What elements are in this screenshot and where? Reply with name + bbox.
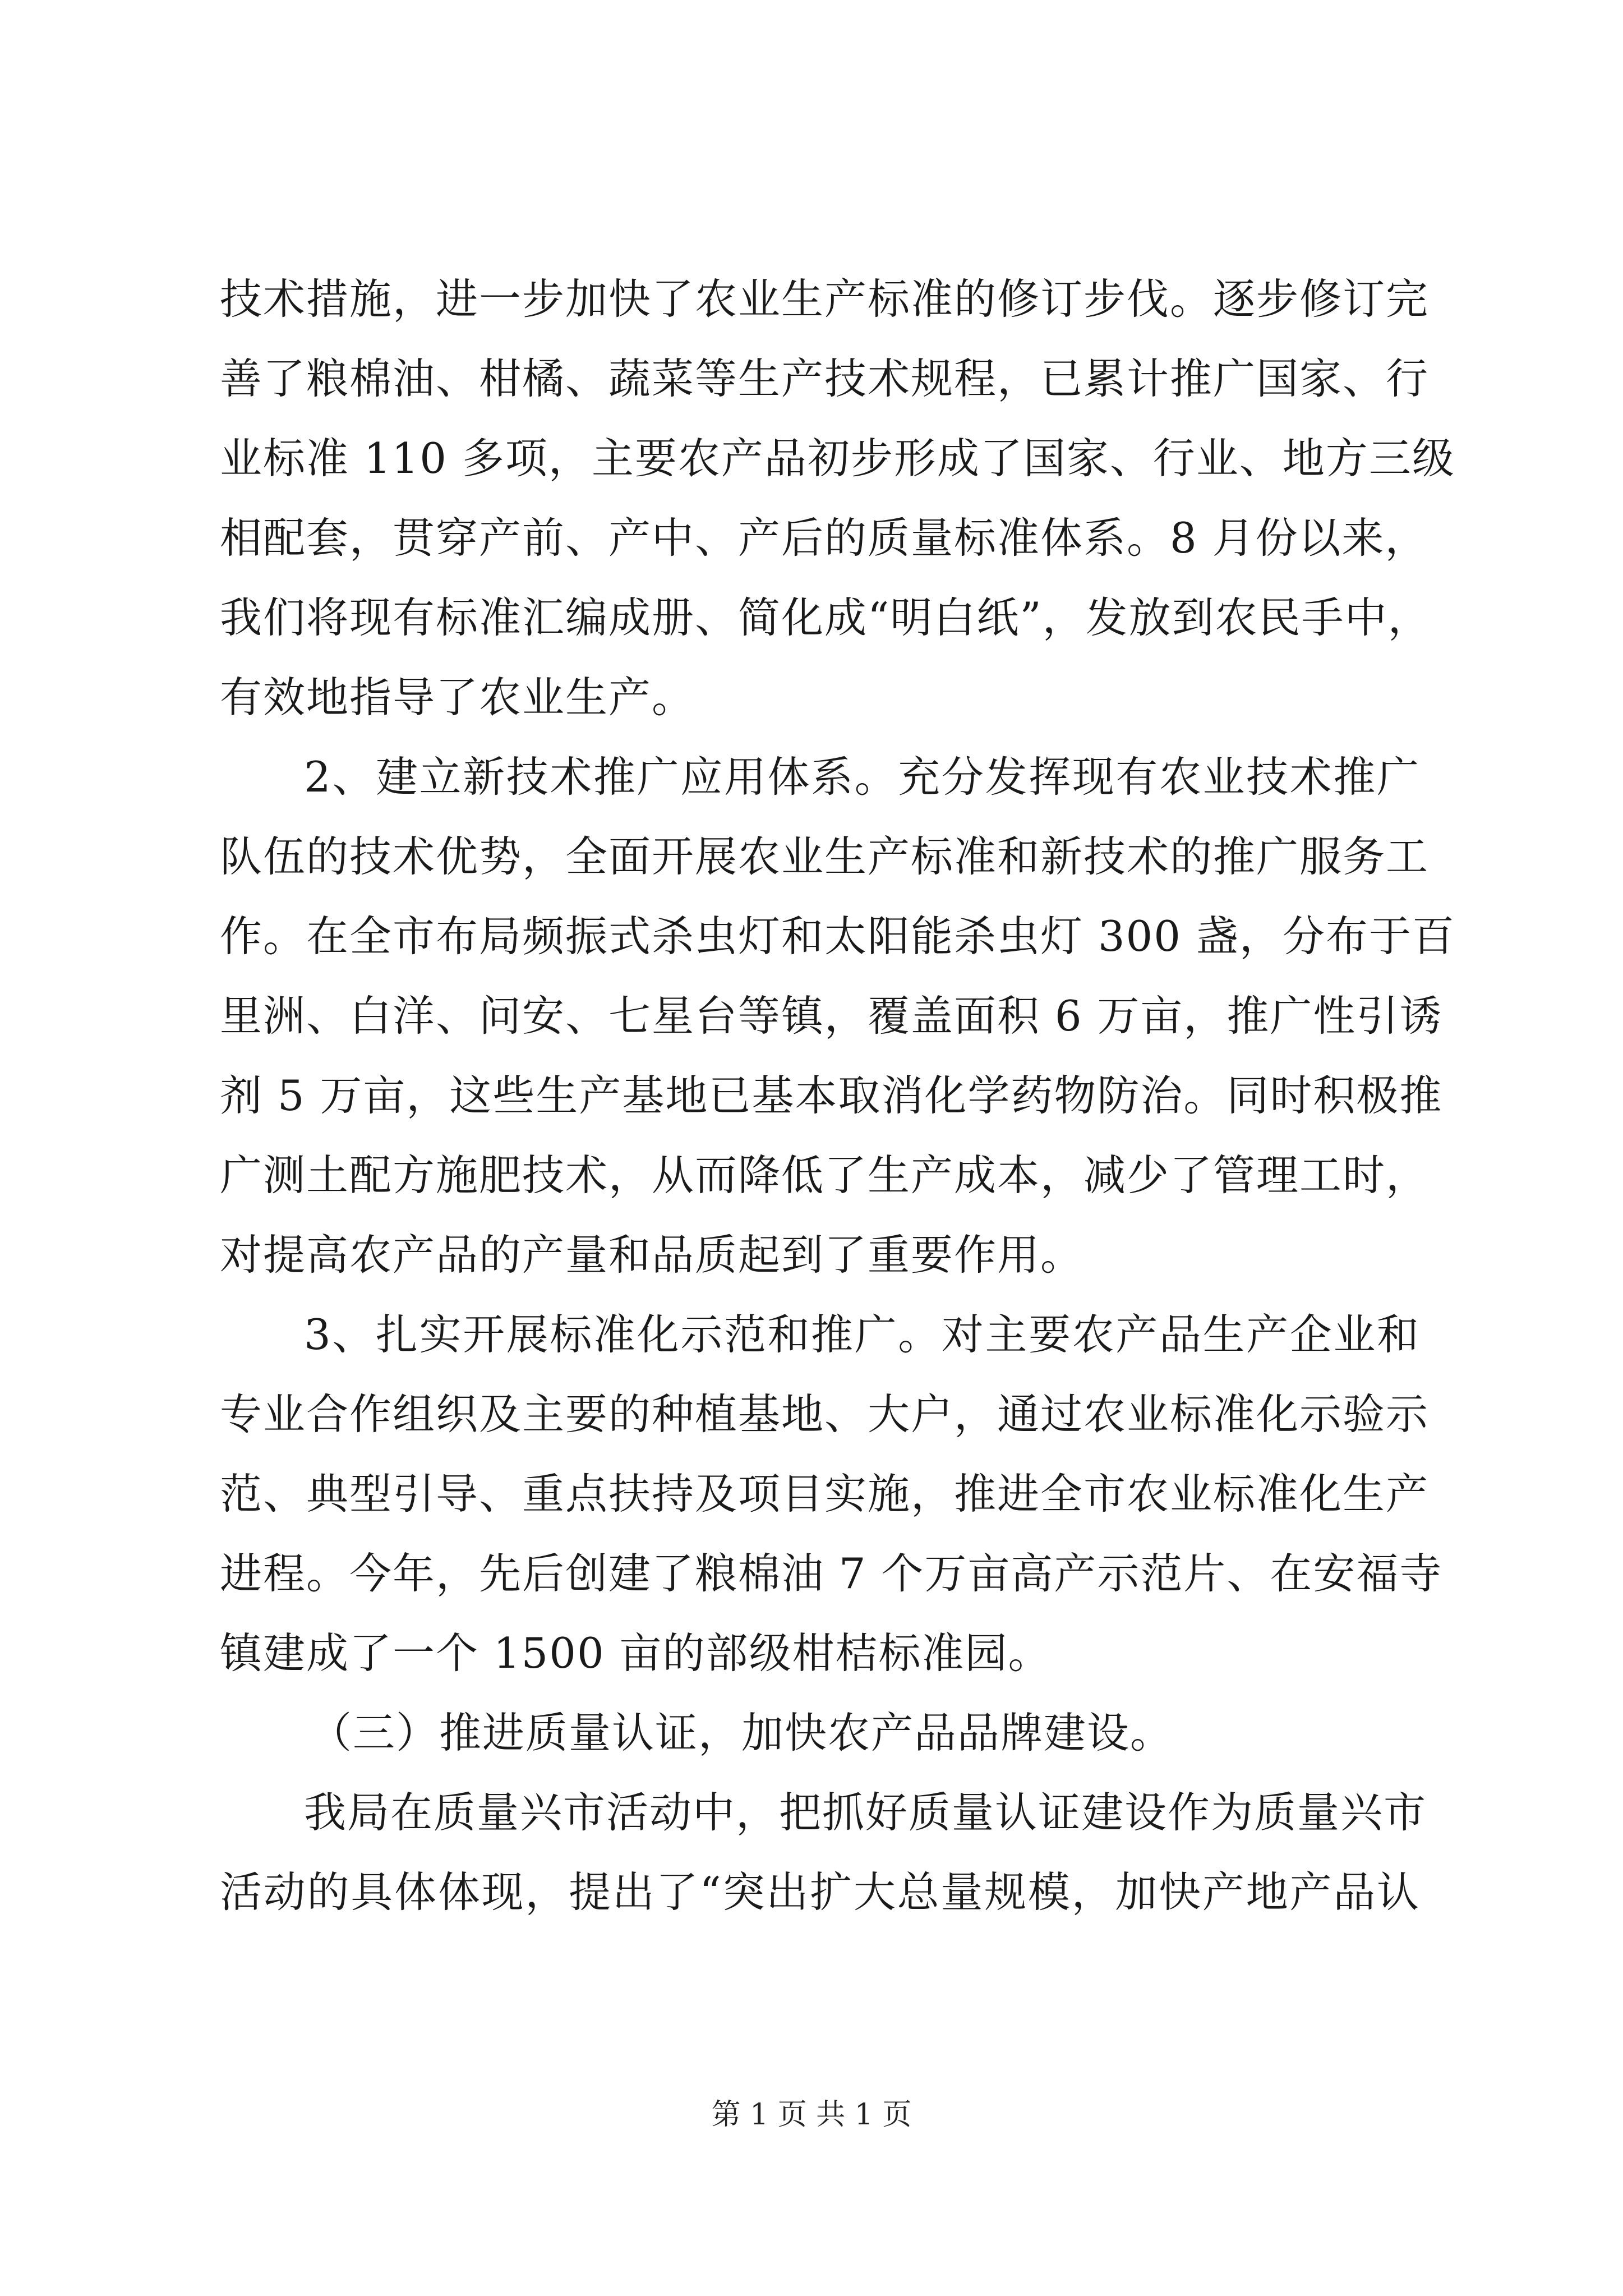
paragraph-heading-line: 2、建立新技术推广应用体系。充分发挥现有农业技术推广 — [304, 752, 1420, 802]
paragraph-heading-line: 3、扎实开展标准化示范和推广。对主要农产品生产企业和 — [304, 1310, 1420, 1359]
text-line: 我们将现有标准汇编成册、简化成“明白纸”，发放到农民手中， — [220, 593, 1431, 642]
text-line: 作。在全市布局频振式杀虫灯和太阳能杀虫灯 300 盏，分布于百 — [220, 912, 1455, 961]
text-line: 有效地指导了农业生产。 — [220, 673, 695, 722]
text-line: 队伍的技术优势，全面开展农业生产标准和新技术的推广服务工 — [220, 832, 1430, 881]
text-line: 活动的具体体现，提出了“突出扩大总量规模，加快产地产品认 — [220, 1867, 1420, 1917]
text-line: 范、典型引导、重点扶持及项目实施，推进全市农业标准化生产 — [220, 1469, 1430, 1519]
text-line: 善了粮棉油、柑橘、蔬菜等生产技术规程，已累计推广国家、行 — [220, 354, 1430, 403]
page-number-footer: 第 1 页 共 1 页 — [711, 2098, 912, 2132]
text-line: 剂 5 万亩，这些生产基地已基本取消化学药物防治。同时积极推 — [220, 1071, 1443, 1120]
section-heading: （三）推进质量认证，加快农产品品牌建设。 — [310, 1708, 1174, 1757]
text-line: 相配套，贯穿产前、产中、产后的质量标准体系。8 月份以来， — [220, 513, 1428, 563]
text-line: 里洲、白洋、问安、七星台等镇，覆盖面积 6 万亩，推广性引诱 — [220, 991, 1443, 1041]
text-line: 我局在质量兴市活动中，把抓好质量认证建设作为质量兴市 — [304, 1788, 1427, 1837]
text-line: 技术措施，进一步加快了农业生产标准的修订步伐。逐步修订完 — [220, 274, 1430, 324]
document-body — [220, 259, 1455, 1932]
text-line: 专业合作组织及主要的种植基地、大户，通过农业标准化示验示 — [220, 1389, 1430, 1439]
text-line: 对提高农产品的产量和品质起到了重要作用。 — [220, 1230, 1084, 1280]
text-line: 业标准 110 多项，主要农产品初步形成了国家、行业、地方三级 — [220, 434, 1455, 483]
text-line: 镇建成了一个 1500 亩的部级柑桔标准园。 — [220, 1628, 1052, 1678]
text-line: 广测土配方施肥技术，从而降低了生产成本，减少了管理工时， — [220, 1151, 1430, 1200]
text-line: 进程。今年，先后创建了粮棉油 7 个万亩高产示范片、在安福寺 — [220, 1549, 1443, 1598]
